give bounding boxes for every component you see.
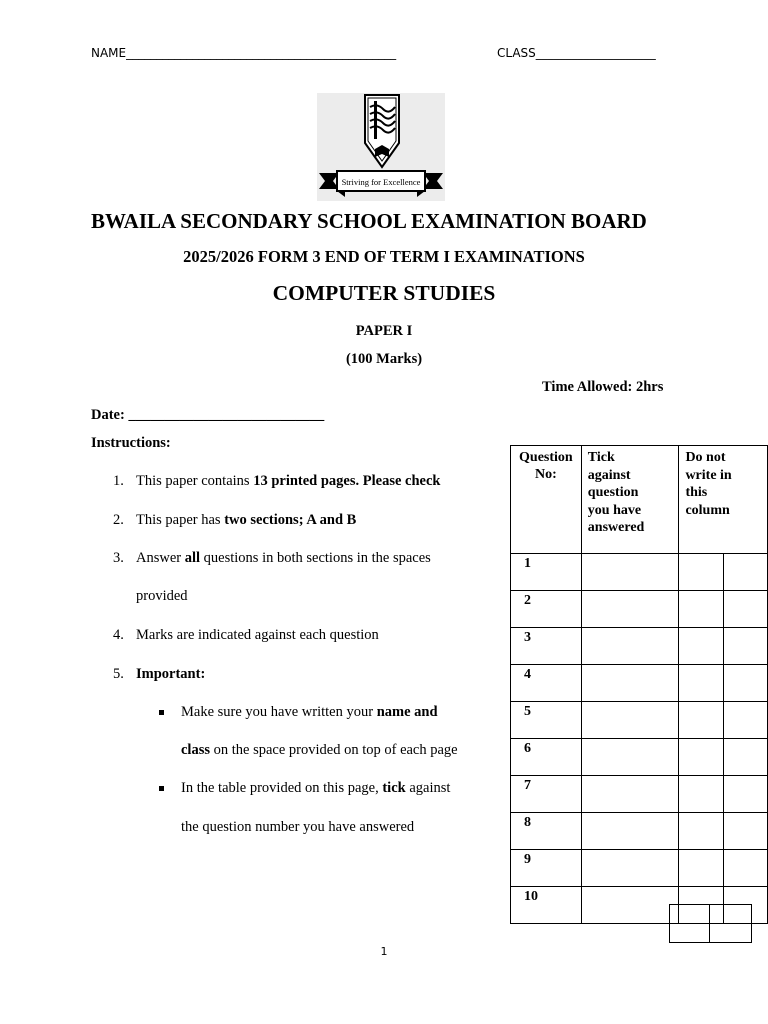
question-number: 5 <box>511 702 582 739</box>
question-number: 8 <box>511 813 582 850</box>
bullet-item-continued: the question number you have answered <box>181 819 415 835</box>
examiner-cell <box>679 702 723 739</box>
examiner-cell <box>679 850 723 887</box>
tick-cell[interactable] <box>581 702 679 739</box>
question-number: 1 <box>511 554 582 591</box>
table-row <box>511 776 768 813</box>
class-line: ____________________ <box>535 46 656 60</box>
table-row <box>511 739 768 776</box>
examiner-cell <box>679 776 723 813</box>
tick-cell[interactable] <box>581 665 679 702</box>
question-number: 6 <box>511 739 582 776</box>
question-number: 7 <box>511 776 582 813</box>
examiner-cell <box>723 813 767 850</box>
tick-cell[interactable] <box>581 739 679 776</box>
question-number: 3 <box>511 628 582 665</box>
school-crest-icon <box>317 93 445 201</box>
date-field[interactable] <box>91 407 324 424</box>
instruction-item: This paper contains 13 printed pages. Please check <box>136 473 441 489</box>
paper-title: PAPER I <box>355 323 413 339</box>
examiner-cell <box>723 591 767 628</box>
board-title: BWAILA SECONDARY SCHOOL EXAMINATION BOARD <box>91 209 647 233</box>
header-do-not-write: Do not write in this column <box>679 446 768 554</box>
examiner-cell <box>679 591 723 628</box>
name-field[interactable] <box>91 46 396 60</box>
name-label: NAME <box>91 46 127 60</box>
motto-text: Striving for Excellence <box>341 177 421 187</box>
instruction-item-important: Important: <box>136 666 206 682</box>
question-number: 9 <box>511 850 582 887</box>
tick-cell[interactable] <box>581 628 679 665</box>
instruction-item: Answer all questions in both sections in the spaces <box>136 550 431 566</box>
time-allowed: Time Allowed: 2hrs <box>542 379 664 395</box>
table-row <box>511 850 768 887</box>
tick-cell[interactable] <box>581 554 679 591</box>
bullet-icon <box>159 786 164 791</box>
bullet-item: Make sure you have written your name and <box>181 704 438 720</box>
table-row <box>511 591 768 628</box>
table-row <box>511 554 768 591</box>
date-line: ___________________________ <box>128 407 325 423</box>
examiner-cell <box>679 628 723 665</box>
question-table <box>510 445 768 924</box>
tick-cell[interactable] <box>581 887 679 924</box>
page-number: 1 <box>380 945 388 958</box>
examiner-cell <box>679 739 723 776</box>
table-row <box>511 628 768 665</box>
instruction-item-continued: provided <box>136 588 188 604</box>
examiner-cell <box>679 813 723 850</box>
examiner-cell <box>723 702 767 739</box>
header-tick: Tick against question you have answered <box>581 446 679 554</box>
examiner-cell <box>679 665 723 702</box>
bullet-item-continued: class on the space provided on top of each page <box>181 742 458 758</box>
instruction-item: This paper has two sections; A and B <box>136 512 357 528</box>
examiner-cell <box>723 665 767 702</box>
table-row <box>511 702 768 739</box>
bullet-item: In the table provided on this page, tick against <box>181 780 451 796</box>
exam-title: 2025/2026 FORM 3 END OF TERM I EXAMINATIONS <box>183 247 585 266</box>
examiner-cell <box>679 554 723 591</box>
date-label: Date: <box>91 407 125 423</box>
instructions-heading: Instructions: <box>91 435 171 451</box>
tick-cell[interactable] <box>581 776 679 813</box>
class-label: CLASS <box>497 46 536 60</box>
item-number: 2. <box>113 512 124 528</box>
item-number: 5. <box>113 666 124 682</box>
instruction-item: Marks are indicated against each question <box>136 627 379 643</box>
examiner-cell <box>723 850 767 887</box>
tick-cell[interactable] <box>581 813 679 850</box>
examiner-cell <box>723 554 767 591</box>
table-row <box>511 813 768 850</box>
question-number: 4 <box>511 665 582 702</box>
class-field[interactable] <box>497 46 656 60</box>
total-box-divider <box>709 905 710 942</box>
item-number: 4. <box>113 627 124 643</box>
question-number: 10 <box>511 887 582 924</box>
table-row <box>511 665 768 702</box>
table-header-row <box>511 446 768 554</box>
header-question: Question No: <box>511 446 582 554</box>
examiner-cell <box>723 628 767 665</box>
question-number: 2 <box>511 591 582 628</box>
item-number: 1. <box>113 473 124 489</box>
tick-cell[interactable] <box>581 591 679 628</box>
examiner-cell <box>723 739 767 776</box>
total-box <box>669 904 752 943</box>
marks-title: (100 Marks) <box>345 351 423 367</box>
item-number: 3. <box>113 550 124 566</box>
name-line: _____________________________________________ <box>126 46 397 60</box>
bullet-icon <box>159 710 164 715</box>
tick-cell[interactable] <box>581 850 679 887</box>
examiner-cell <box>723 776 767 813</box>
subject-title: COMPUTER STUDIES <box>272 281 496 305</box>
